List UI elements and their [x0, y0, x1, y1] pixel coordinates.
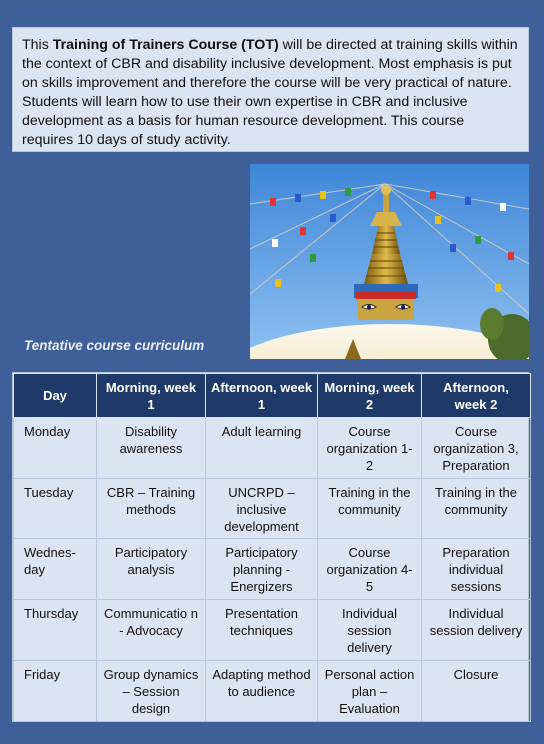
table-cell: Presentation techniques	[206, 600, 318, 661]
table-cell: Preparation individual sessions	[422, 539, 531, 600]
table-cell: Personal action plan – Evaluation	[318, 661, 422, 722]
table-row	[14, 479, 531, 539]
day-cell: Monday	[14, 418, 97, 479]
header-afternoon-week-1: Afternoon, week 1	[206, 374, 318, 418]
table-cell: Course organization 4-5	[318, 539, 422, 600]
table-row	[14, 539, 531, 600]
table-cell: Training in the community	[422, 479, 531, 539]
header-day: Day	[14, 374, 97, 418]
header-afternoon-week-2: Afternoon, week 2	[422, 374, 531, 418]
table-cell: Training in the community	[318, 479, 422, 539]
intro-course-name: Training of Trainers Course (TOT)	[52, 37, 279, 53]
table-cell: Adapting method to audience	[206, 661, 318, 722]
table-cell: UNCRPD – inclusive development	[206, 479, 318, 539]
table-cell: Individual session delivery	[318, 600, 422, 661]
intro-text-box	[12, 27, 529, 152]
table-cell: Disability awareness	[97, 418, 206, 479]
stupa-photo	[250, 164, 529, 359]
table-cell: Participatory analysis	[97, 539, 206, 600]
table-cell: Closure	[422, 661, 531, 722]
table-cell: Adult learning	[206, 418, 318, 479]
table-row	[14, 600, 531, 661]
table-row	[14, 418, 531, 479]
table-cell: Group dynamics – Session design	[97, 661, 206, 722]
table-cell: Communicatio n - Advocacy	[97, 600, 206, 661]
day-cell: Friday	[14, 661, 97, 722]
header-morning-week-1: Morning, week 1	[97, 374, 206, 418]
curriculum-table-container	[12, 372, 529, 722]
table-cell: Course organization 1-2	[318, 418, 422, 479]
day-cell: Thursday	[14, 600, 97, 661]
table-cell: Participatory planning - Energizers	[206, 539, 318, 600]
stupa-illustration	[250, 164, 529, 359]
table-cell: Course organization 3, Preparation	[422, 418, 531, 479]
table-cell: CBR – Training methods	[97, 479, 206, 539]
header-morning-week-2: Morning, week 2	[318, 374, 422, 418]
day-cell: Tuesday	[14, 479, 97, 539]
curriculum-table	[13, 373, 531, 722]
intro-text-start: This	[22, 37, 53, 53]
curriculum-caption: Tentative course curriculum	[24, 338, 205, 353]
day-cell: Wednes-day	[14, 539, 97, 600]
table-cell: Individual session delivery	[422, 600, 531, 661]
table-row	[14, 661, 531, 722]
table-header-row	[14, 374, 531, 418]
intro-text-rest: will be directed at training skills within the context of CBR and disability inclusive development. Most emphasis is put on skills improvement and therefore the course will be very practical of nature. Students will learn how to use their own expertise in CBR and inclusive development as a basis for human resource development. This course requires 10 days of study activity.	[22, 37, 518, 148]
